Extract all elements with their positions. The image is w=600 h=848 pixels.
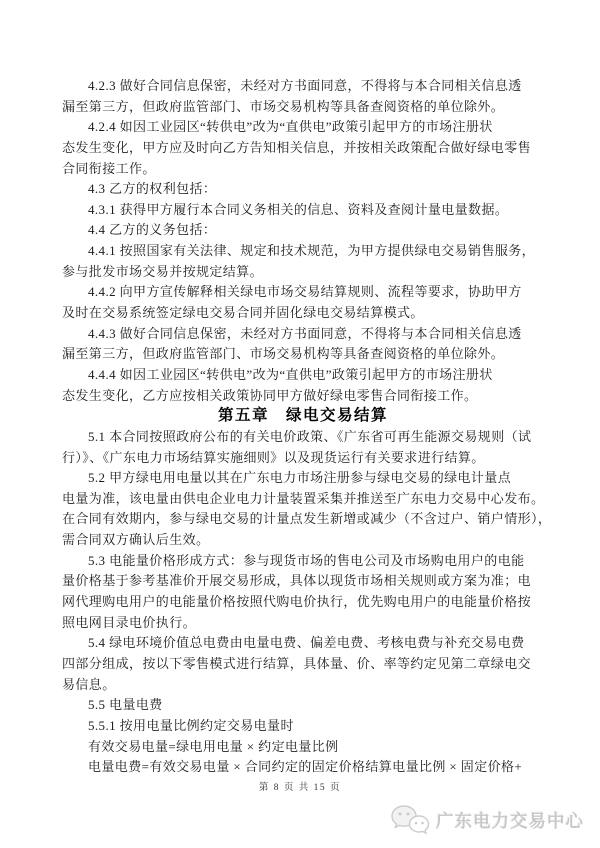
text-line: 四部分组成，按以下零售模式进行结算，具体量、价、率等约定见第二章绿电交 [62,655,532,671]
text-line: 漏至第三方，但政府监管部门、市场交易机构等具备查阅资格的单位除外。 [62,98,505,114]
document-body [62,76,552,778]
text-line: 4.2.4 如因工业园区“转供电”改为“直供电”政策引起甲方的市场注册状 [88,119,493,135]
wechat-bubbles-icon [390,804,430,836]
text-line: 4.4 乙方的义务包括： [88,222,217,238]
text-line: 4.4.4 如因工业园区“转供电”改为“直供电”政策引起甲方的市场注册状 [88,366,493,382]
text-line: 5.5.1 按用电量比例约定交易电量时 [88,717,294,733]
text-line: 易信息。 [62,676,116,692]
text-line: 在合同有效期内，参与绿电交易的计量点发生新增或减少（不含过户、销户情形）， [62,511,552,527]
text-line: 照电网目录电价执行。 [62,614,197,630]
text-line: 4.3 乙方的权利包括： [88,181,217,197]
exchange-center-name: 广东电力交易中心 [436,810,584,831]
text-line: 4.4.2 向甲方宣传解释相关绿电市场交易结算规则、流程等要求，协助甲方 [88,284,522,300]
chapter-heading: 第五章 绿电交易结算 [217,407,388,425]
text-line: 4.2.3 做好合同信息保密，未经对方书面同意，不得将与本合同相关信息透 [88,78,522,93]
text-line: 态发生变化，甲方应及时向乙方告知相关信息，并按相关政策配合做好绿电零售 [62,139,532,155]
text-line: 4.3.1 获得甲方履行本合同义务相关的信息、资料及查阅计量电量数据。 [88,201,509,217]
text-line: 5.2 甲方绿电用电量以其在广东电力市场注册参与绿电交易的绿电计量点 [88,470,512,486]
text-line: 需合同双方确认后生效。 [62,532,210,548]
text-line: 网代理购电用户的电能量价格按照代购电价执行，优先购电用户的电能量价格按 [62,594,532,610]
text-line: 行）》、《广东电力市场结算实施细则》以及现货运行有关要求进行结算。 [62,449,485,465]
page-number-footer [0,779,600,793]
text-line: 电量为准，该电量由供电企业电力计量装置采集并推送至广东电力交易中心发布。 [62,490,545,506]
text-line: 4.4.1 按照国家有关法律、规定和技术规范，为甲方提供绿电交易销售服务， [88,243,536,259]
text-line: 参与批发市场交易并按规定结算。 [62,263,264,279]
text-line: 5.4 绿电环境价值总电费由电量电费、偏差电费、考核电费与补充交易电费 [88,635,525,651]
text-line: 5.3 电能量价格形成方式：参与现货市场的售电公司及市场购电用户的电能 [88,552,525,568]
text-line: 合同衔接工作。 [62,160,156,176]
text-line: 电量电费=有效交易电量 × 合同约定的固定价格结算电量比例 × 固定价格+ [88,759,523,775]
text-line: 4.4.3 做好合同信息保密，未经对方书面同意，不得将与本合同相关信息透 [88,325,522,341]
page-number-label: 第 8 页 共 15 页 [258,783,342,793]
text-line: 量价格基于参考基准价开展交易形成，具体以现货市场相关规则或方案为准；电 [62,573,532,589]
text-line: 5.1 本合同按照政府公布的有关电价政策、《广东省可再生能源交易规则（试 [88,428,532,444]
text-line: 5.5 电量电费 [88,697,163,713]
text-line: 态发生变化，乙方应按相关政策协同甲方做好绿电零售合同衔接工作。 [62,387,478,403]
text-line: 漏至第三方，但政府监管部门、市场交易机构等具备查阅资格的单位除外。 [62,346,505,362]
exchange-center-logo [390,804,584,836]
text-line: 及时在交易系统签定绿电交易合同并固化绿电交易结算模式。 [62,305,424,321]
text-line: 有效交易电量=绿电用电量 × 约定电量比例 [88,738,339,754]
